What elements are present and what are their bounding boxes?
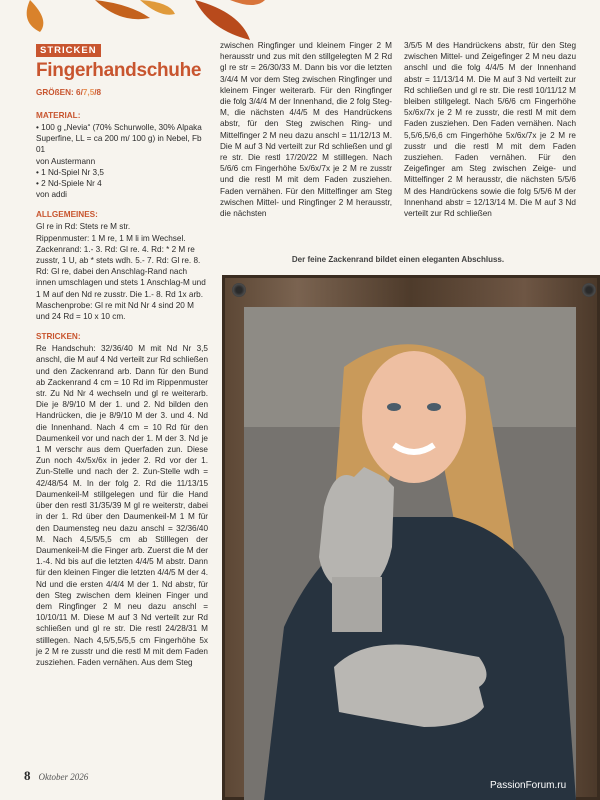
photo-caption: Der feine Zackenrand bildet einen eleganten Abschluss. [291, 255, 505, 264]
material-line: von Austermann [36, 156, 96, 166]
category-tag: STRICKEN [36, 44, 101, 57]
page-number: 8 [24, 768, 31, 783]
frame-bolt-icon [232, 283, 246, 297]
material-line: • 1 Nd-Spiel Nr 3,5 [36, 167, 104, 177]
page-footer [24, 768, 88, 784]
sizes-label: GRÖßEN: [36, 88, 77, 97]
material-line: • 2 Nd-Spiele Nr 4 [36, 179, 102, 189]
material-heading: MATERIAL: [36, 111, 81, 120]
sizes-line [36, 88, 208, 97]
watermark: PassionForum.ru [490, 780, 567, 791]
material-line: von addi [36, 190, 67, 200]
woman-with-gloves-illustration [244, 307, 576, 800]
middle-column-text: zwischen Ringfinger und kleinem Finger 2 M herausstr und zus mit den stillgelegten M 2 Rd gl re str = 26/30/33 M. Dann bis vor die letzten 3/4/4 M vor dem Steg zwischen Ringfinger und kleinem Finger weiterarb. Für den Ringfinger die folg 3/4/4 M der Innenhand, die 2 folg Steg-M, die nächsten 4/4/5 M des Handrückens abstr, für den Steg zwischen Ring- und Mittelfinger 2 M neu dazu anschl = 11/12/13 M. Die M auf 3 Nd verteilt zur Rd schließen und gl re str. Die restl 17/20/22 M stilllegen. Nach 5/6/6 cm Fingerhöhe 5x/6x/7x je 2 M re zusstr und die restl M mit dem Faden zusziehen. Faden vernähen. Für den Mittelfinger am Steg zwischen Mittel- und Ringfinger 2 M herausstr, die nächsten [220, 41, 392, 219]
frame-bolt-icon [582, 283, 596, 297]
left-column [36, 40, 208, 668]
material-line: • 100 g „Nevia“ (70% Schurwolle, 30% Alpaka Superfine, LL = ca 200 m/ 100 g) in Nebel, Fb 01 [36, 123, 202, 155]
stricken-heading: STRICKEN: [36, 332, 81, 342]
general-paragraph: Gl re in Rd: Stets re M str. [36, 222, 131, 232]
general-paragraph: Rippenmuster: 1 M re, 1 M li im Wechsel. [36, 233, 186, 243]
size-3: /8 [94, 88, 102, 97]
page-title: Fingerhandschuhe [36, 60, 202, 81]
issue-date: Oktober 2026 [38, 772, 89, 782]
general-paragraph: Maschenprobe: Gl re mit Nd Nr 4 sind 20 M und 24 Rd = 10 x 10 cm. [36, 300, 194, 322]
stricken-text: Re Handschuh: 32/36/40 M mit Nd Nr 3,5 anschl, die M auf 4 Nd verteilt zur Rd schließen und den Zackenrand arb. Dann für den Bund ab Zackenrand 4 cm = 10 Rd im Rippenmuster str. Zu Nd Nr 4 wechseln und gl re weiterarb. Die je 8/9/10 M der 1. und 2. Nd bilden den Handrücken, die je 8/9/10 M der 3. und 4. Nd die Innenhand. Nach 4 cm = 10 Rd für den Daumenkeil vor und nach der 1. M der 3. Nd je 1 M verschr aus dem Querfaden zun. Diese Zun noch 4x/5x/6x in jeder 2. Rd vor der 1. Zun-Stelle und nach der 2. Zun-Stelle wdh = 42/48/54 M. In der folg 2. Rd die 11/13/15 Daumenkeil-M stillgelegen und für die Hand über den restl 31/35/39 M gl re weiterstr, dabei in der 1. Rd über den Daumenkeil-M 1 M für den Daumensteg neu dazu anschl = 32/36/40 M. Nach 4,5/5/5,5 cm ab Stilllegen der Daumenkeil-M die Finger arb. Zuerst die M der 1.-4. Nd bis auf die letzten 4/4/5 M abstr. Dann für den kleinen Finger die letzten 4/4/5 M der 4. Nd und die ersten 4/4/4 M der 1. Nd abstr, für den Steg zwischen dem kleinen Finger und dem Ringfinger 2 M neu dazu anschl = 10/10/11 M. Diese M auf 3 Nd verteilt zur Rd schließen und gl re str. Die restl 24/28/31 M stilllegen. Nach 4,5/5,5/5,5 cm Fingerhöhe 5x je 2 M re zusstr und die restl M mit dem Faden zusziehen. Faden vernähen. Aus dem Steg [36, 344, 208, 667]
size-2: 7,5 [82, 88, 95, 97]
photo-frame [222, 275, 600, 800]
general-paragraph: Zackenrand: 1.- 3. Rd: Gl re. 4. Rd: * 2 M re zusstr, 1 U, ab * stets wdh. 5.- 7. Rd: Gl re. 8. Rd: Gl re, dabei den Anschlag-Rand nach innen umschlagen und stets 1 Anschlag-M und 1 M auf den Nd re zusstr. Die 1.- 8. Rd 1x arb. [36, 244, 206, 299]
size-1: 6/ [76, 88, 83, 97]
autumn-leaves-decoration [0, 0, 300, 40]
general-heading: ALLGEMEINES: [36, 210, 98, 220]
photo [244, 307, 576, 800]
right-column-text: 3/5/5 M des Handrückens abstr, für den Steg zwischen Mittel- und Zeigefinger 2 M neu dazu anschl und die folg 4/4/5 M der Innenhand abstr = 11/13/14 M. Die M auf 3 Nd verteilt zur Rd schließen und gl re str. Die restl 10/11/12 M bleiben stillgelegt. Nach 5/6/6 cm Fingerhöhe 5x/6x/7x je 2 M re zusstr, die restl M mit dem Faden zusziehen. Den Faden vernähen. Nach 5,5/6,5/6,6 cm Fingerhöhe 5x/6x/7x je 2 M re zusstr und die restl M mit dem Faden zusziehen. Faden vernähen. Für den Zeigefinger am Steg zwischen Zeige- und Mittelfinger 2 M herausstr, die nächsten 5/5/6 M des Handrückens sowie die folg 5/5/6 M der Innenhand abstr = 12/13/14 M. Die M auf 3 Nd verteilt zur Rd schließen [404, 41, 576, 219]
